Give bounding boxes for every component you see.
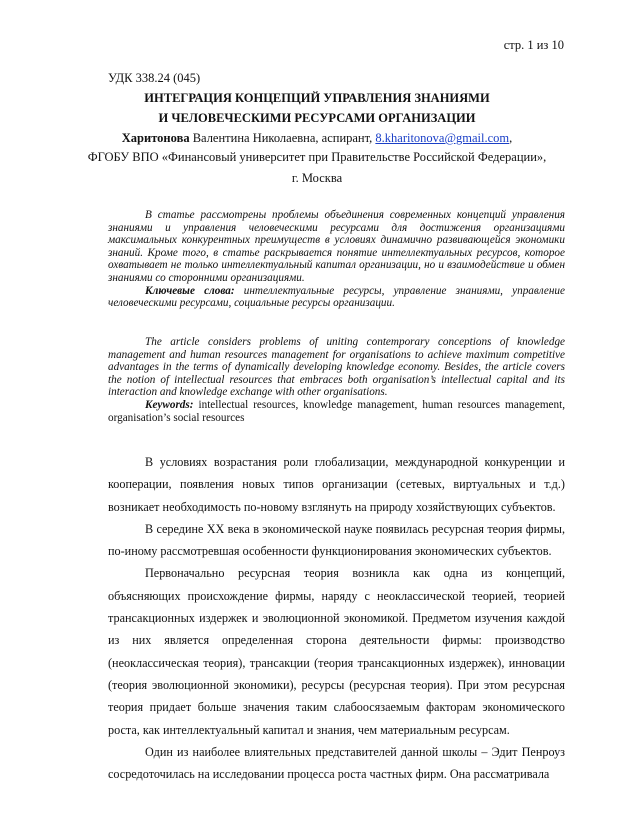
keywords-en-label: Keywords: <box>145 398 194 411</box>
keywords-ru-text: интеллектуальные ресурсы, управление знаниями, управление человеческими ресурсами, социальные ресурсы организации. <box>108 284 565 310</box>
body-paragraph-2: В середине ХХ века в экономической науке появилась ресурсная теория фирмы, по-иному рассмотревшая особенности функционирования экономических субъектов. <box>108 521 565 559</box>
body-paragraph-4: Один из наиболее влиятельных представителей данной школы – Эдит Пенроуз сосредоточилась на исследовании процесса роста частных фирм. Она рассматривала <box>108 744 565 782</box>
body-text <box>108 451 565 785</box>
article-title-line-2: И ЧЕЛОВЕЧЕСКИМИ РЕСУРСАМИ ОРГАНИЗАЦИИ <box>158 111 476 125</box>
city: г. Москва <box>291 171 343 185</box>
abstract-en-text: The article considers problems of uniting contemporary conceptions of knowledge management and human resources management for organisations to achieve maximum competitive advantages in the terms of dynamically developing knowledge economy. Besides, the article covers the notion of intellectual resources that embraces both organisation’s intellectual capital and its interaction and knowledge exchange with other organisations. <box>108 336 565 399</box>
udk-code: УДК 338.24 (045) <box>108 71 201 85</box>
keywords-en <box>108 399 565 424</box>
abstract-ru-text: В статье рассмотрены проблемы объединения современных концепций управления знаниями и управления человеческими ресурсами для достижения организациями максимальных конкурентных преимуществ в условиях динамично развивающейся экономики знаний. Кроме того, в статье раскрывается понятие интеллектуальных ресурсов, которое охватывает не только интеллектуальный капитал организации, но и взаимодействие и обмен знаниями со сторонними организациями. <box>108 209 565 284</box>
page-number: стр. 1 из 10 <box>503 38 564 52</box>
author-email-link[interactable]: 8.kharitonova@gmail.com <box>375 131 510 145</box>
abstract-english <box>108 336 565 424</box>
body-paragraph-3: Первоначально ресурсная теория возникла как одна из концепций, объясняющих происхождение фирмы, наряду с неоклассической теорией, теорией трансакционных издержек и эволюционной экономикой. Предметом изучения каждой из них является определенная сторона деятельности фирмы: производство (неоклассическая теория), трансакции (теория трансакционных издержек), инновации (теория эволюционной экономики), ресурсы (ресурсная теория). При этом ресурсная теория придает больше значения таким слабоосязаемым факторам экономического роста, как интеллектуальный капитал и знания, чем материальным ресурсам. <box>108 566 565 737</box>
article-title-line-1: ИНТЕГРАЦИЯ КОНЦЕПЦИЙ УПРАВЛЕНИЯ ЗНАНИЯМИ <box>144 91 490 105</box>
author-details: Валентина Николаевна, аспирант, <box>189 131 376 145</box>
body-paragraph-1: В условиях возрастания роли глобализации, международной конкуренции и кооперации, появления новых типов организации (сетевых, виртуальных и т.д.) возникает необходимость по-новому взглянуть на природу хозяйствующих субъектов. <box>108 455 565 514</box>
keywords-ru-label: Ключевые слова: <box>145 284 235 297</box>
author-surname: Харитонова <box>121 131 190 145</box>
keywords-en-text: intellectual resources, knowledge management, human resources management, organisation’s social resources <box>108 398 565 424</box>
author-trail: , <box>509 131 513 145</box>
affiliation: ФГОБУ ВПО «Финансовый университет при Правительстве Российской Федерации», <box>87 150 547 164</box>
author-line <box>0 131 634 146</box>
abstract-russian <box>108 209 565 310</box>
keywords-ru <box>108 285 565 310</box>
